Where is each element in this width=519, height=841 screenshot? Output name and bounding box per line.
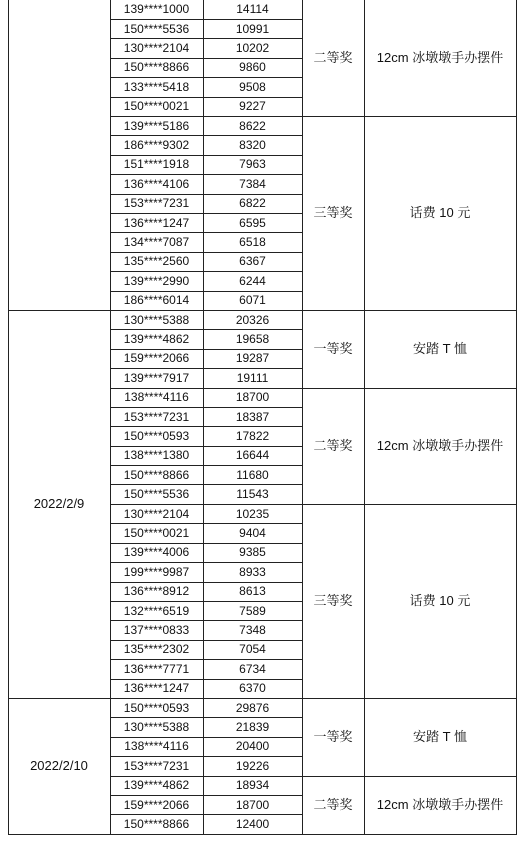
phone-cell: 186****6014 bbox=[123, 293, 190, 308]
score-cell: 19287 bbox=[235, 351, 270, 366]
score-cell: 18700 bbox=[235, 390, 270, 405]
phone-cell: 150****5536 bbox=[123, 487, 190, 502]
score-cell: 6370 bbox=[239, 681, 266, 696]
score-cell: 10991 bbox=[235, 21, 270, 36]
phone-cell: 159****2066 bbox=[123, 351, 190, 366]
score-cell: 12400 bbox=[235, 816, 270, 831]
phone-cell: 153****7231 bbox=[123, 196, 190, 211]
phone-cell: 199****9987 bbox=[123, 564, 190, 579]
prize-tier-cell: 二等奖 bbox=[313, 438, 353, 454]
column-divider bbox=[203, 0, 204, 834]
score-cell: 9227 bbox=[239, 99, 266, 114]
phone-cell: 130****2104 bbox=[123, 506, 190, 521]
phone-cell: 138****4116 bbox=[124, 739, 189, 754]
phone-cell: 135****2560 bbox=[123, 254, 190, 269]
score-cell: 10202 bbox=[235, 40, 270, 55]
phone-cell: 130****5388 bbox=[123, 719, 190, 734]
phone-cell: 153****7231 bbox=[123, 409, 190, 424]
phone-cell: 136****7771 bbox=[123, 661, 190, 676]
score-cell: 21839 bbox=[235, 719, 270, 734]
phone-cell: 153****7231 bbox=[123, 758, 190, 773]
score-cell: 8320 bbox=[239, 137, 266, 152]
score-cell: 6595 bbox=[239, 215, 266, 230]
score-cell: 11543 bbox=[236, 487, 269, 502]
score-cell: 6518 bbox=[239, 234, 266, 249]
score-cell: 6822 bbox=[239, 196, 266, 211]
phone-cell: 136****1247 bbox=[123, 215, 190, 230]
phone-cell: 134****7087 bbox=[123, 234, 190, 249]
score-cell: 11680 bbox=[236, 467, 269, 482]
column-divider bbox=[364, 0, 365, 834]
score-cell: 9385 bbox=[239, 545, 266, 560]
prize-tier-cell: 二等奖 bbox=[313, 797, 353, 813]
phone-cell: 137****0833 bbox=[123, 622, 190, 637]
score-cell: 14114 bbox=[236, 2, 269, 17]
score-cell: 20326 bbox=[235, 312, 270, 327]
phone-cell: 139****2990 bbox=[123, 273, 190, 288]
reward-cell: 话费 10 元 bbox=[409, 205, 471, 221]
phone-cell: 150****0021 bbox=[123, 525, 190, 540]
phone-cell: 150****8866 bbox=[123, 467, 190, 482]
score-cell: 7054 bbox=[239, 642, 266, 657]
column-divider bbox=[8, 0, 9, 834]
score-cell: 9508 bbox=[239, 79, 266, 94]
score-cell: 7348 bbox=[239, 622, 266, 637]
score-cell: 7589 bbox=[239, 603, 266, 618]
phone-cell: 159****2066 bbox=[123, 797, 190, 812]
phone-cell: 150****8866 bbox=[123, 816, 190, 831]
phone-cell: 150****8866 bbox=[123, 60, 190, 75]
phone-cell: 130****2104 bbox=[123, 40, 190, 55]
score-cell: 8622 bbox=[239, 118, 266, 133]
score-cell: 16644 bbox=[235, 448, 270, 463]
score-cell: 7963 bbox=[239, 157, 266, 172]
phone-cell: 139****7917 bbox=[123, 370, 190, 385]
phone-cell: 139****1000 bbox=[123, 2, 190, 17]
reward-cell: 12cm 冰墩墩手办摆件 bbox=[376, 438, 504, 454]
phone-cell: 139****4006 bbox=[123, 545, 190, 560]
score-cell: 6071 bbox=[239, 293, 266, 308]
column-divider bbox=[516, 0, 517, 834]
prize-tier-cell: 三等奖 bbox=[313, 205, 353, 221]
phone-cell: 136****8912 bbox=[123, 584, 190, 599]
reward-cell: 安踏 T 恤 bbox=[413, 729, 467, 745]
score-cell: 9404 bbox=[239, 525, 266, 540]
phone-cell: 136****1247 bbox=[123, 681, 190, 696]
prize-tier-cell: 二等奖 bbox=[313, 50, 353, 66]
phone-cell: 135****2302 bbox=[123, 642, 190, 657]
date-cell: 2022/2/9 bbox=[33, 496, 85, 512]
score-cell: 6244 bbox=[239, 273, 266, 288]
phone-cell: 150****0593 bbox=[123, 428, 190, 443]
score-cell: 17822 bbox=[235, 428, 270, 443]
score-cell: 18387 bbox=[235, 409, 270, 424]
phone-cell: 139****5186 bbox=[123, 118, 190, 133]
score-cell: 18700 bbox=[235, 797, 270, 812]
score-cell: 7384 bbox=[239, 176, 266, 191]
reward-cell: 话费 10 元 bbox=[409, 593, 471, 609]
score-cell: 6367 bbox=[239, 254, 266, 269]
group-divider bbox=[8, 834, 517, 835]
score-cell: 18934 bbox=[235, 778, 270, 793]
score-cell: 19111 bbox=[236, 370, 269, 385]
phone-cell: 139****4862 bbox=[123, 778, 190, 793]
score-cell: 9860 bbox=[239, 60, 266, 75]
column-divider bbox=[302, 0, 303, 834]
phone-cell: 133****5418 bbox=[123, 79, 190, 94]
column-divider bbox=[110, 0, 111, 834]
phone-cell: 138****1380 bbox=[123, 448, 190, 463]
phone-cell: 150****5536 bbox=[123, 21, 190, 36]
reward-cell: 12cm 冰墩墩手办摆件 bbox=[376, 50, 504, 66]
score-cell: 29876 bbox=[235, 700, 270, 715]
phone-cell: 150****0021 bbox=[123, 99, 190, 114]
score-cell: 8613 bbox=[239, 584, 266, 599]
phone-cell: 150****0593 bbox=[123, 700, 190, 715]
prize-tier-cell: 三等奖 bbox=[313, 593, 353, 609]
phone-cell: 132****6519 bbox=[123, 603, 190, 618]
score-cell: 8933 bbox=[239, 564, 266, 579]
score-cell: 6734 bbox=[239, 661, 266, 676]
score-cell: 19226 bbox=[235, 758, 270, 773]
prize-tier-cell: 一等奖 bbox=[313, 729, 353, 745]
date-cell: 2022/2/10 bbox=[30, 758, 88, 774]
score-cell: 19658 bbox=[235, 331, 270, 346]
phone-cell: 130****5388 bbox=[123, 312, 190, 327]
phone-cell: 139****4862 bbox=[123, 331, 190, 346]
score-cell: 20400 bbox=[235, 739, 270, 754]
score-cell: 10235 bbox=[235, 506, 270, 521]
reward-cell: 12cm 冰墩墩手办摆件 bbox=[376, 797, 504, 813]
prize-tier-cell: 一等奖 bbox=[313, 341, 353, 357]
phone-cell: 151****1918 bbox=[123, 157, 190, 172]
reward-cell: 安踏 T 恤 bbox=[413, 341, 467, 357]
phone-cell: 138****4116 bbox=[124, 390, 189, 405]
phone-cell: 136****4106 bbox=[123, 176, 190, 191]
phone-cell: 186****9302 bbox=[123, 137, 190, 152]
